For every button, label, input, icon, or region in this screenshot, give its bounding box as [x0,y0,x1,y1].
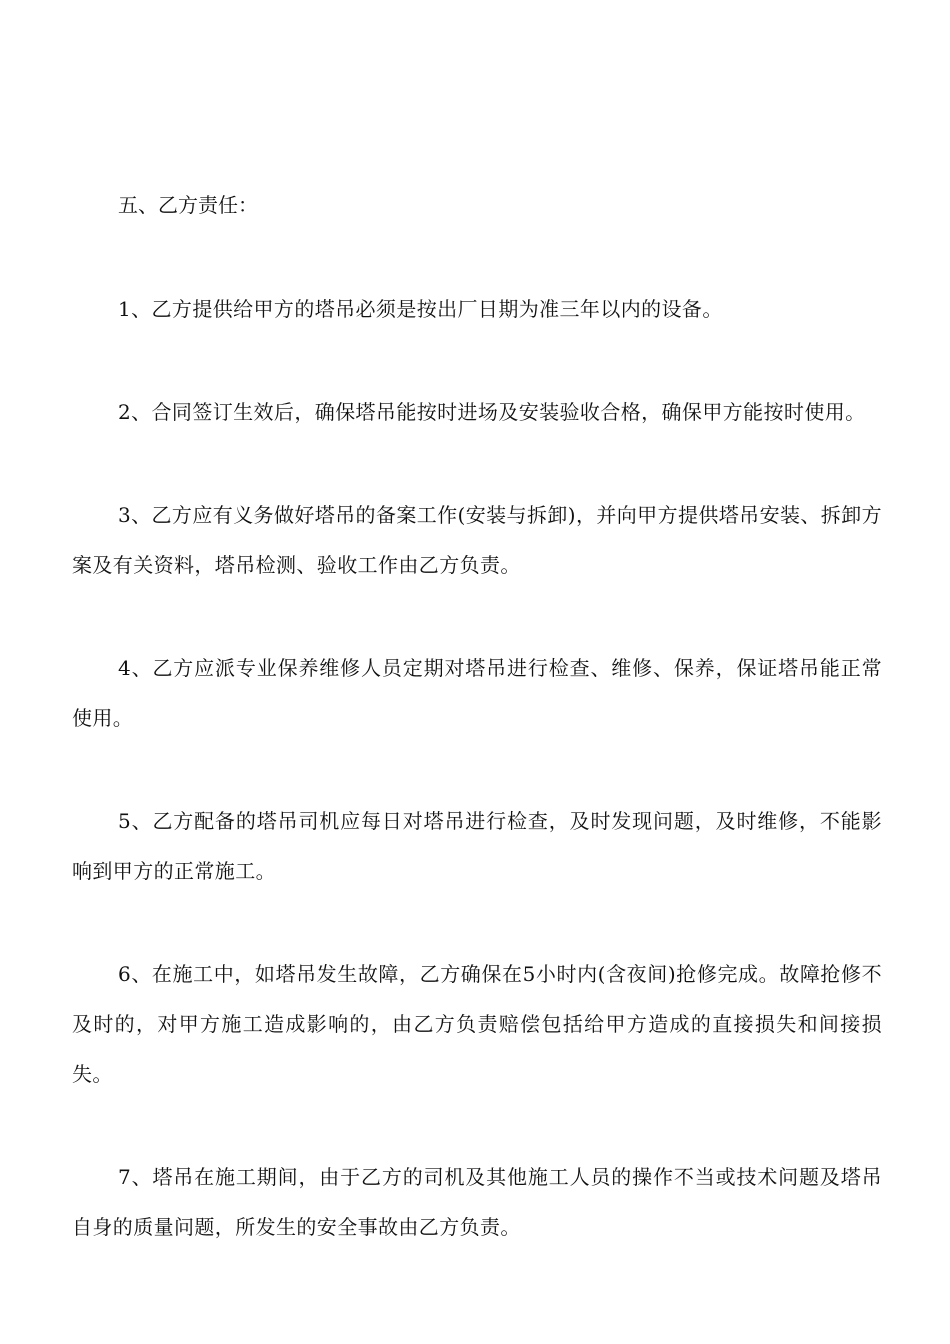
clause-4: 4、乙方应派专业保养维修人员定期对塔吊进行检查、维修、保养，保证塔吊能正常使用。 [72,656,882,730]
section-heading: 五、乙方责任： [118,193,258,217]
clause-7: 7、塔吊在施工期间，由于乙方的司机及其他施工人员的操作不当或技术问题及塔吊自身的质量问题，所发生的安全事故由乙方负责。 [72,1165,882,1239]
clause-5: 5、乙方配备的塔吊司机应每日对塔吊进行检查，及时发现问题，及时维修，不能影响到甲方的正常施工。 [72,809,882,883]
clause-6: 6、在施工中，如塔吊发生故障，乙方确保在5小时内(含夜间)抢修完成。故障抢修不及时的，对甲方施工造成影响的，由乙方负责赔偿包括给甲方造成的直接损失和间接损失。 [72,962,882,1086]
clause-2: 2、合同签订生效后，确保塔吊能按时进场及安装验收合格，确保甲方能按时使用。 [118,400,866,424]
document-body [72,180,882,1252]
clause-1: 1、乙方提供给甲方的塔吊必须是按出厂日期为准三年以内的设备。 [118,297,723,321]
clause-3: 3、乙方应有义务做好塔吊的备案工作(安装与拆卸)，并向甲方提供塔吊安装、拆卸方案及有关资料，塔吊检测、验收工作由乙方负责。 [72,503,882,577]
